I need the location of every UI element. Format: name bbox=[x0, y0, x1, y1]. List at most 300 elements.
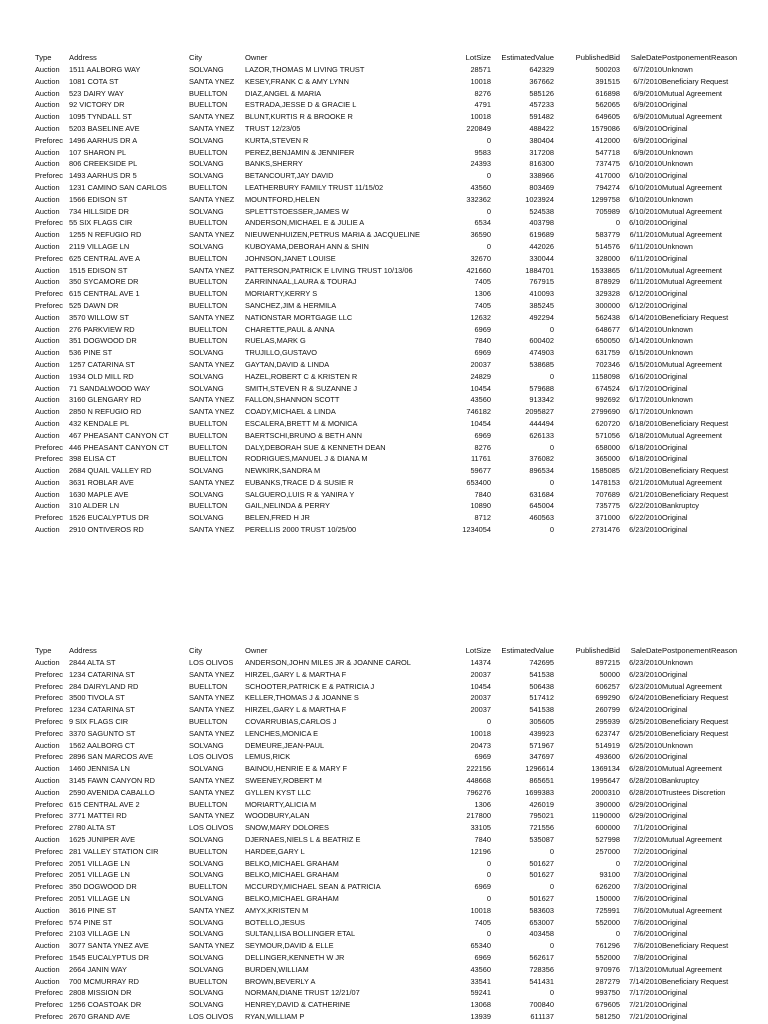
cell-owner: GAYTAN,DAVID & LINDA bbox=[245, 359, 330, 369]
cell-postponement-reason: Unknown bbox=[662, 658, 693, 667]
cell-published-bid: 620720 bbox=[595, 418, 620, 428]
cell-address: 432 KENDALE PL bbox=[69, 418, 129, 428]
cell-estimated-value: 439923 bbox=[529, 728, 554, 738]
cell-address: 615 CENTRAL AVE 2 bbox=[69, 799, 140, 809]
cell-published-bid: 878929 bbox=[595, 277, 620, 287]
cell-lotsize: 10018 bbox=[470, 728, 491, 738]
cell-published-bid: 623747 bbox=[595, 728, 620, 738]
cell-estimated-value: 619689 bbox=[529, 230, 554, 240]
cell-estimated-value: 700840 bbox=[529, 1000, 554, 1010]
cell-owner: ZARRINNAAL,LAURA & TOURAJ bbox=[245, 277, 357, 287]
cell-type: Preforec bbox=[35, 870, 63, 880]
table-row bbox=[35, 194, 765, 206]
cell-postponement-reason: Original bbox=[662, 870, 688, 880]
cell-postponement-reason: Mutual Agreement bbox=[662, 359, 722, 369]
cell-lotsize: 220849 bbox=[466, 123, 491, 133]
header-postponement-reason: PostponementReason bbox=[662, 646, 738, 655]
cell-lotsize: 796276 bbox=[466, 787, 491, 797]
cell-lotsize: 10454 bbox=[470, 383, 491, 393]
cell-type: Auction bbox=[35, 76, 60, 86]
cell-sale-date: 6/18/2010 bbox=[629, 430, 662, 440]
cell-lotsize: 0 bbox=[486, 893, 491, 903]
cell-lotsize: 4791 bbox=[474, 100, 491, 110]
cell-city: LOS OLIVOS bbox=[189, 658, 234, 667]
cell-city: SOLVANG bbox=[189, 383, 224, 393]
cell-city: SANTA YNEZ bbox=[189, 265, 235, 275]
cell-sale-date: 7/17/2010 bbox=[629, 988, 662, 998]
header-postponement-reason: PostponementReason bbox=[662, 53, 738, 62]
cell-estimated-value: 330044 bbox=[529, 253, 554, 263]
header-city: City bbox=[189, 53, 203, 62]
cell-city: BUELLTON bbox=[189, 442, 228, 452]
cell-type: Preforec bbox=[35, 893, 63, 903]
cell-estimated-value: 1884701 bbox=[525, 265, 554, 275]
cell-address: 2590 AVENIDA CABALLO bbox=[69, 787, 155, 797]
cell-owner: NATIONSTAR MORTGAGE LLC bbox=[245, 312, 353, 322]
header-estimated-value: EstimatedValue bbox=[501, 646, 554, 655]
cell-lotsize: 7405 bbox=[474, 300, 491, 310]
cell-sale-date: 7/13/2010 bbox=[629, 964, 662, 974]
cell-owner: KELLER,THOMAS J & JOANNE S bbox=[245, 693, 359, 703]
cell-address: 1625 JUNIPER AVE bbox=[69, 834, 135, 844]
cell-owner: TRUST 12/23/05 bbox=[245, 123, 301, 133]
table-row bbox=[35, 324, 765, 336]
cell-type: Preforec bbox=[35, 846, 63, 856]
cell-lotsize: 20037 bbox=[470, 359, 491, 369]
cell-owner: DELLINGER,KENNETH W JR bbox=[245, 952, 345, 962]
cell-sale-date: 6/10/2010 bbox=[629, 171, 662, 181]
cell-lotsize: 43560 bbox=[470, 395, 491, 405]
cell-estimated-value: 474903 bbox=[529, 348, 554, 358]
cell-sale-date: 6/26/2010 bbox=[629, 752, 662, 762]
cell-sale-date: 6/12/2010 bbox=[629, 300, 662, 310]
cell-city: SANTA YNEZ bbox=[189, 112, 235, 122]
table-row bbox=[35, 64, 765, 76]
cell-published-bid: 514919 bbox=[595, 740, 620, 750]
cell-postponement-reason: Unknown bbox=[662, 395, 693, 405]
table-row bbox=[35, 822, 765, 834]
cell-published-bid: 2799690 bbox=[591, 407, 620, 417]
cell-published-bid: 794274 bbox=[595, 182, 620, 192]
cell-estimated-value: 583603 bbox=[529, 905, 554, 915]
cell-estimated-value: 585126 bbox=[529, 88, 554, 98]
cell-sale-date: 6/23/2010 bbox=[629, 658, 662, 667]
cell-address: 3145 FAWN CANYON RD bbox=[69, 775, 155, 785]
cell-owner: SPLETTSTOESSER,JAMES W bbox=[245, 206, 349, 216]
cell-address: 398 ELISA CT bbox=[69, 454, 116, 464]
cell-published-bid: 300000 bbox=[595, 300, 620, 310]
cell-address: 2780 ALTA ST bbox=[69, 823, 116, 833]
table-1 bbox=[35, 52, 765, 536]
cell-sale-date: 7/3/2010 bbox=[633, 870, 662, 880]
cell-city: BUELLTON bbox=[189, 418, 228, 428]
cell-postponement-reason: Original bbox=[662, 218, 688, 228]
cell-postponement-reason: Unknown bbox=[662, 241, 693, 251]
table-row bbox=[35, 799, 765, 811]
table-row bbox=[35, 928, 765, 940]
cell-sale-date: 6/14/2010 bbox=[629, 324, 662, 334]
cell-published-bid: 970976 bbox=[595, 964, 620, 974]
cell-sale-date: 7/3/2010 bbox=[633, 882, 662, 892]
cell-type: Preforec bbox=[35, 171, 63, 181]
cell-address: 92 VICTORY DR bbox=[69, 100, 125, 110]
cell-address: 1630 MAPLE AVE bbox=[69, 489, 129, 499]
cell-type: Auction bbox=[35, 312, 60, 322]
cell-published-bid: 552000 bbox=[595, 917, 620, 927]
table-row bbox=[35, 681, 765, 693]
cell-lotsize: 43560 bbox=[470, 964, 491, 974]
cell-owner: HENREY,DAVID & CATHERINE bbox=[245, 1000, 351, 1010]
cell-address: 1515 EDISON ST bbox=[69, 265, 128, 275]
cell-address: 1511 AALBORG WAY bbox=[69, 65, 141, 74]
cell-city: BUELLTON bbox=[189, 324, 228, 334]
table-row bbox=[35, 99, 765, 111]
cell-owner: SWEENEY,ROBERT M bbox=[245, 775, 322, 785]
table-row bbox=[35, 751, 765, 763]
cell-estimated-value: 457233 bbox=[529, 100, 554, 110]
cell-postponement-reason: Original bbox=[662, 893, 688, 903]
cell-estimated-value: 538685 bbox=[529, 359, 554, 369]
cell-address: 734 HILLSIDE DR bbox=[69, 206, 129, 216]
cell-address: 1566 EDISON ST bbox=[69, 194, 128, 204]
cell-postponement-reason: Mutual Agreement bbox=[662, 182, 722, 192]
cell-lotsize: 0 bbox=[486, 858, 491, 868]
table-row bbox=[35, 740, 765, 752]
cell-published-bid: 1369134 bbox=[591, 764, 620, 774]
cell-postponement-reason: Beneficiary Request bbox=[662, 76, 729, 86]
cell-lotsize: 222156 bbox=[466, 764, 491, 774]
cell-owner: DIAZ,ANGEL & MARIA bbox=[245, 88, 322, 98]
cell-owner: HAZEL,ROBERT C & KRISTEN R bbox=[245, 371, 358, 381]
cell-type: Auction bbox=[35, 206, 60, 216]
table-row bbox=[35, 810, 765, 822]
cell-city: SANTA YNEZ bbox=[189, 407, 235, 417]
cell-lotsize: 32670 bbox=[470, 253, 491, 263]
table-row bbox=[35, 524, 765, 536]
cell-type: Auction bbox=[35, 525, 60, 535]
cell-owner: PEREZ,BENJAMIN & JENNIFER bbox=[245, 147, 355, 157]
cell-city: BUELLTON bbox=[189, 147, 228, 157]
cell-postponement-reason: Original bbox=[662, 100, 688, 110]
cell-address: 1460 JENNISA LN bbox=[69, 764, 130, 774]
cell-lotsize: 746182 bbox=[466, 407, 491, 417]
cell-estimated-value: 767915 bbox=[529, 277, 554, 287]
cell-estimated-value: 0 bbox=[549, 477, 554, 487]
cell-city: SANTA YNEZ bbox=[189, 76, 235, 86]
cell-owner: MOUNTFORD,HELEN bbox=[245, 194, 320, 204]
cell-sale-date: 6/24/2010 bbox=[629, 693, 662, 703]
table-row bbox=[35, 442, 765, 454]
cell-address: 1231 CAMINO SAN CARLOS bbox=[69, 182, 167, 192]
cell-published-bid: 616898 bbox=[595, 88, 620, 98]
cell-type: Auction bbox=[35, 787, 60, 797]
cell-postponement-reason: Original bbox=[662, 123, 688, 133]
cell-lotsize: 217800 bbox=[466, 811, 491, 821]
cell-address: 284 DAIRYLAND RD bbox=[69, 681, 139, 691]
header-estimated-value: EstimatedValue bbox=[501, 53, 554, 62]
cell-lotsize: 1306 bbox=[474, 289, 491, 299]
cell-sale-date: 6/15/2010 bbox=[629, 348, 662, 358]
cell-published-bid: 260799 bbox=[595, 705, 620, 715]
table-row bbox=[35, 383, 765, 395]
table-row bbox=[35, 76, 765, 88]
cell-sale-date: 6/14/2010 bbox=[629, 312, 662, 322]
table-row bbox=[35, 241, 765, 253]
cell-sale-date: 7/6/2010 bbox=[633, 917, 662, 927]
cell-estimated-value: 1699383 bbox=[525, 787, 554, 797]
cell-postponement-reason: Original bbox=[662, 289, 688, 299]
cell-city: SOLVANG bbox=[189, 917, 224, 927]
cell-lotsize: 0 bbox=[486, 135, 491, 145]
cell-published-bid: 365000 bbox=[595, 454, 620, 464]
header-owner: Owner bbox=[245, 53, 268, 62]
cell-sale-date: 6/17/2010 bbox=[629, 395, 662, 405]
header-sale-date: SaleDate bbox=[630, 646, 662, 655]
cell-lotsize: 7405 bbox=[474, 277, 491, 287]
cell-estimated-value: 460563 bbox=[529, 513, 554, 523]
cell-lotsize: 13939 bbox=[470, 1011, 491, 1021]
cell-address: 2670 GRAND AVE bbox=[69, 1011, 131, 1021]
cell-lotsize: 0 bbox=[486, 171, 491, 181]
cell-estimated-value: 896534 bbox=[529, 466, 554, 476]
cell-city: SANTA YNEZ bbox=[189, 230, 235, 240]
cell-postponement-reason: Unknown bbox=[662, 324, 693, 334]
cell-owner: KESEY,FRANK C & AMY LYNN bbox=[245, 76, 349, 86]
table-row bbox=[35, 265, 765, 277]
cell-lotsize: 7840 bbox=[474, 336, 491, 346]
table-row bbox=[35, 500, 765, 512]
cell-city: SOLVANG bbox=[189, 834, 224, 844]
table-row bbox=[35, 288, 765, 300]
cell-city: BUELLTON bbox=[189, 253, 228, 263]
cell-lotsize: 59241 bbox=[470, 988, 491, 998]
table-row bbox=[35, 147, 765, 159]
table-row bbox=[35, 394, 765, 406]
cell-postponement-reason: Original bbox=[662, 513, 688, 523]
cell-address: 523 DAIRY WAY bbox=[69, 88, 124, 98]
cell-sale-date: 6/9/2010 bbox=[633, 135, 662, 145]
cell-lotsize: 7840 bbox=[474, 489, 491, 499]
cell-sale-date: 6/14/2010 bbox=[629, 336, 662, 346]
cell-published-bid: 897215 bbox=[595, 658, 620, 667]
cell-address: 1081 COTA ST bbox=[69, 76, 119, 86]
cell-sale-date: 7/6/2010 bbox=[633, 929, 662, 939]
table-row bbox=[35, 170, 765, 182]
cell-owner: GYLLEN KYST LLC bbox=[245, 787, 311, 797]
cell-sale-date: 6/28/2010 bbox=[629, 775, 662, 785]
cell-sale-date: 6/21/2010 bbox=[629, 466, 662, 476]
table-row bbox=[35, 964, 765, 976]
cell-lotsize: 0 bbox=[486, 716, 491, 726]
cell-estimated-value: 653007 bbox=[529, 917, 554, 927]
table-row bbox=[35, 1011, 765, 1023]
cell-published-bid: 295939 bbox=[595, 716, 620, 726]
cell-lotsize: 59677 bbox=[470, 466, 491, 476]
cell-postponement-reason: Beneficiary Request bbox=[662, 728, 729, 738]
cell-owner: NEWKIRK,SANDRA M bbox=[245, 466, 321, 476]
cell-published-bid: 761296 bbox=[595, 941, 620, 951]
cell-sale-date: 6/7/2010 bbox=[633, 65, 662, 74]
cell-type: Preforec bbox=[35, 218, 63, 228]
cell-owner: PERELLIS 2000 TRUST 10/25/00 bbox=[245, 525, 357, 535]
cell-city: SOLVANG bbox=[189, 65, 224, 74]
cell-published-bid: 493600 bbox=[595, 752, 620, 762]
cell-published-bid: 571056 bbox=[595, 430, 620, 440]
cell-city: BUELLTON bbox=[189, 100, 228, 110]
cell-estimated-value: 506438 bbox=[529, 681, 554, 691]
cell-type: Auction bbox=[35, 775, 60, 785]
cell-postponement-reason: Mutual Agreement bbox=[662, 88, 722, 98]
cell-lotsize: 43560 bbox=[470, 182, 491, 192]
cell-city: BUELLTON bbox=[189, 454, 228, 464]
cell-published-bid: 725991 bbox=[595, 905, 620, 915]
cell-sale-date: 7/6/2010 bbox=[633, 905, 662, 915]
cell-estimated-value: 410093 bbox=[529, 289, 554, 299]
header-type: Type bbox=[35, 53, 52, 62]
cell-published-bid: 993750 bbox=[595, 988, 620, 998]
cell-sale-date: 6/11/2010 bbox=[629, 265, 662, 275]
cell-lotsize: 8276 bbox=[474, 88, 491, 98]
cell-estimated-value: 380404 bbox=[529, 135, 554, 145]
cell-sale-date: 7/1/2010 bbox=[633, 823, 662, 833]
cell-address: 2051 VILLAGE LN bbox=[69, 870, 130, 880]
cell-postponement-reason: Original bbox=[662, 383, 688, 393]
cell-type: Auction bbox=[35, 764, 60, 774]
cell-city: SANTA YNEZ bbox=[189, 693, 235, 703]
cell-type: Auction bbox=[35, 348, 60, 358]
cell-published-bid: 562065 bbox=[595, 100, 620, 110]
cell-estimated-value: 562617 bbox=[529, 952, 554, 962]
table-row bbox=[35, 477, 765, 489]
cell-lotsize: 10890 bbox=[470, 501, 491, 511]
cell-postponement-reason: Unknown bbox=[662, 147, 693, 157]
cell-published-bid: 500203 bbox=[595, 65, 620, 74]
cell-sale-date: 7/21/2010 bbox=[629, 1011, 662, 1021]
cell-sale-date: 6/25/2010 bbox=[629, 740, 662, 750]
table-row bbox=[35, 430, 765, 442]
table-row bbox=[35, 123, 765, 135]
cell-owner: BROWN,BEVERLY A bbox=[245, 976, 316, 986]
cell-lotsize: 65340 bbox=[470, 941, 491, 951]
cell-postponement-reason: Beneficiary Request bbox=[662, 693, 729, 703]
cell-city: SANTA YNEZ bbox=[189, 728, 235, 738]
table-row bbox=[35, 453, 765, 465]
header-city: City bbox=[189, 646, 203, 655]
cell-owner: SANCHEZ,JIM & HERMILA bbox=[245, 300, 337, 310]
cell-sale-date: 6/25/2010 bbox=[629, 716, 662, 726]
cell-estimated-value: 403798 bbox=[529, 218, 554, 228]
cell-lotsize: 14374 bbox=[470, 658, 491, 667]
cell-postponement-reason: Mutual Agreement bbox=[662, 430, 722, 440]
cell-address: 1255 N REFUGIO RD bbox=[69, 230, 142, 240]
cell-city: SOLVANG bbox=[189, 1000, 224, 1010]
cell-owner: SALGUERO,LUIS R & YANIRA Y bbox=[245, 489, 355, 499]
cell-estimated-value: 541538 bbox=[529, 669, 554, 679]
cell-lotsize: 332362 bbox=[466, 194, 491, 204]
table-row bbox=[35, 182, 765, 194]
cell-postponement-reason: Beneficiary Request bbox=[662, 716, 729, 726]
cell-city: BUELLTON bbox=[189, 336, 228, 346]
cell-lotsize: 20037 bbox=[470, 693, 491, 703]
cell-lotsize: 8276 bbox=[474, 442, 491, 452]
table-row bbox=[35, 253, 765, 265]
cell-postponement-reason: Mutual Agreement bbox=[662, 834, 722, 844]
cell-owner: EUBANKS,TRACE D & SUSIE R bbox=[245, 477, 354, 487]
cell-city: BUELLTON bbox=[189, 681, 228, 691]
cell-postponement-reason: Beneficiary Request bbox=[662, 312, 729, 322]
cell-sale-date: 6/18/2010 bbox=[629, 418, 662, 428]
cell-lotsize: 421660 bbox=[466, 265, 491, 275]
cell-address: 55 SIX FLAGS CIR bbox=[69, 218, 133, 228]
header-published-bid: PublishedBid bbox=[575, 53, 620, 62]
table-row bbox=[35, 300, 765, 312]
cell-type: Auction bbox=[35, 112, 60, 122]
cell-sale-date: 6/23/2010 bbox=[629, 525, 662, 535]
cell-published-bid: 1478153 bbox=[591, 477, 620, 487]
cell-owner: TRUJILLO,GUSTAVO bbox=[245, 348, 317, 358]
cell-lotsize: 6969 bbox=[474, 430, 491, 440]
cell-estimated-value: 501627 bbox=[529, 893, 554, 903]
cell-published-bid: 735775 bbox=[595, 501, 620, 511]
cell-city: SANTA YNEZ bbox=[189, 194, 235, 204]
table-row bbox=[35, 893, 765, 905]
cell-published-bid: 1533865 bbox=[591, 265, 620, 275]
cell-type: Auction bbox=[35, 418, 60, 428]
table-row bbox=[35, 869, 765, 881]
cell-sale-date: 7/2/2010 bbox=[633, 846, 662, 856]
cell-lotsize: 11761 bbox=[470, 454, 491, 464]
cell-city: SOLVANG bbox=[189, 371, 224, 381]
cell-address: 1234 CATARINA ST bbox=[69, 705, 135, 715]
cell-lotsize: 12196 bbox=[470, 846, 491, 856]
cell-city: BUELLTON bbox=[189, 182, 228, 192]
cell-owner: RYAN,WILLIAM P bbox=[245, 1011, 305, 1021]
cell-postponement-reason: Unknown bbox=[662, 407, 693, 417]
cell-address: 2051 VILLAGE LN bbox=[69, 893, 130, 903]
cell-address: 1256 COASTOAK DR bbox=[69, 1000, 142, 1010]
cell-address: 2051 VILLAGE LN bbox=[69, 858, 130, 868]
cell-published-bid: 391515 bbox=[595, 76, 620, 86]
cell-estimated-value: 501627 bbox=[529, 870, 554, 880]
cell-owner: LEMUS,RICK bbox=[245, 752, 291, 762]
cell-sale-date: 6/29/2010 bbox=[629, 799, 662, 809]
cell-published-bid: 583779 bbox=[595, 230, 620, 240]
cell-sale-date: 6/17/2010 bbox=[629, 407, 662, 417]
cell-owner: PATTERSON,PATRICK E LIVING TRUST 10/13/06 bbox=[245, 265, 413, 275]
table-header bbox=[35, 645, 765, 657]
cell-address: 1496 AARHUS DR A bbox=[69, 135, 138, 145]
cell-published-bid: 631759 bbox=[595, 348, 620, 358]
cell-lotsize: 33105 bbox=[470, 823, 491, 833]
cell-estimated-value: 517412 bbox=[529, 693, 554, 703]
table-row bbox=[35, 775, 765, 787]
cell-type: Preforec bbox=[35, 513, 63, 523]
table-row bbox=[35, 335, 765, 347]
cell-type: Auction bbox=[35, 905, 60, 915]
cell-published-bid: 328000 bbox=[595, 253, 620, 263]
cell-owner: LAZOR,THOMAS M LIVING TRUST bbox=[245, 65, 365, 74]
cell-sale-date: 6/11/2010 bbox=[629, 277, 662, 287]
cell-lotsize: 10454 bbox=[470, 418, 491, 428]
cell-sale-date: 6/7/2010 bbox=[633, 76, 662, 86]
cell-address: 574 PINE ST bbox=[69, 917, 113, 927]
cell-estimated-value: 442026 bbox=[529, 241, 554, 251]
cell-owner: ESCALERA,BRETT M & MONICA bbox=[245, 418, 358, 428]
cell-published-bid: 626200 bbox=[595, 882, 620, 892]
cell-city: BUELLTON bbox=[189, 716, 228, 726]
table-row bbox=[35, 728, 765, 740]
cell-published-bid: 371000 bbox=[595, 513, 620, 523]
